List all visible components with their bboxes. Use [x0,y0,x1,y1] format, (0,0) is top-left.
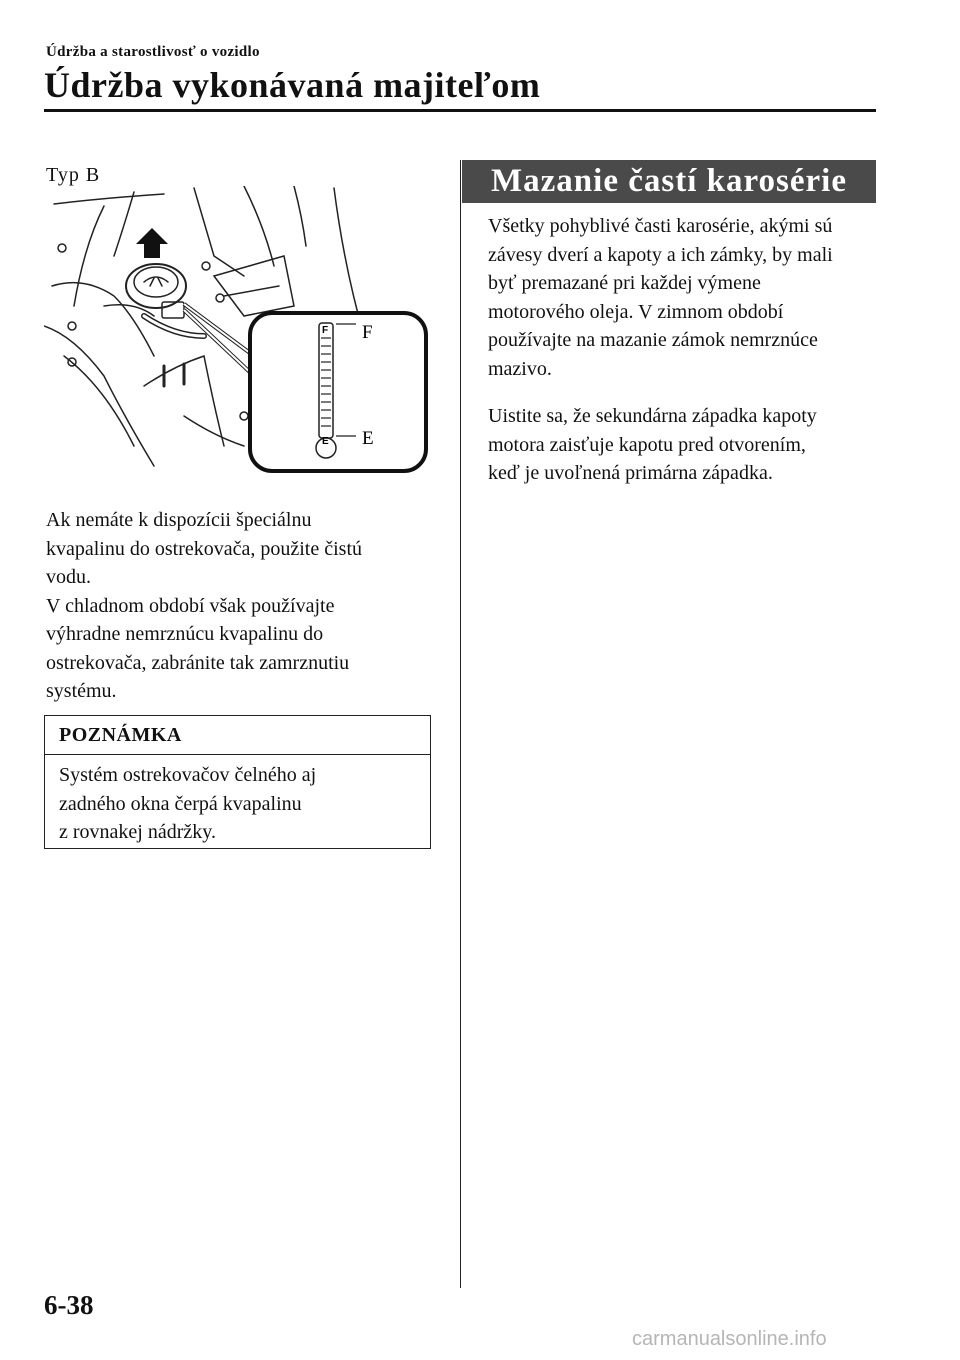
breadcrumb: Údržba a starostlivosť o vozidlo [46,44,260,60]
note-body [45,755,430,847]
note-heading: POZNÁMKA [45,716,430,755]
page-number: 6-38 [44,1290,94,1320]
washer-reservoir-illustration [44,186,432,486]
paragraph-line: systému. [46,680,117,702]
lubrication-paragraph [488,212,878,383]
figure-label: Typ B [46,164,101,186]
paragraph-line: vodu. [46,566,91,588]
column-divider [460,160,461,1288]
paragraph-line: výhradne nemrznúcu kvapalinu do [46,623,324,645]
gauge-label-f: F [362,322,373,343]
arrow-icon [136,228,168,258]
washer-fluid-paragraph [46,506,441,706]
gauge-mark-f: F [322,325,329,336]
paragraph-line: byť premazané pri každej výmene [488,272,761,294]
watermark: carmanualsonline.info [632,1328,827,1350]
gauge-label-e: E [362,428,374,449]
paragraph-line: mazivo. [488,357,552,380]
note-line: z rovnakej nádržky. [59,821,216,843]
hood-latch-paragraph [488,402,878,488]
paragraph-line: Uistite sa, že sekundárna západka kapoty [488,405,817,427]
paragraph-line: kvapalinu do ostrekovača, použite čistú [46,537,363,560]
paragraph-line: keď je uvoľnená primárna západka. [488,462,773,484]
section-heading: Mazanie častí karosérie [462,160,876,203]
paragraph-line: závesy dverí a kapoty a ich zámky, by mali [488,243,833,266]
title-rule [44,109,876,112]
note-box [44,715,431,849]
paragraph-line: ostrekovača, zabránite tak zamrznutiu [46,651,350,674]
note-line: Systém ostrekovačov čelného aj [59,764,317,786]
paragraph-line: používajte na mazanie zámok nemrznúce [488,329,818,351]
note-line: zadného okna čerpá kvapalinu [59,792,302,815]
paragraph-line: V chladnom období však používajte [46,594,335,617]
paragraph-line: Všetky pohyblivé časti karosérie, akými sú [488,215,833,237]
paragraph-line: motora zaisťuje kapotu pred otvorením, [488,433,806,456]
paragraph-line: motorového oleja. V zimnom období [488,300,784,323]
page-title: Údržba vykonávaná majiteľom [44,65,541,105]
paragraph-line: Ak nemáte k dispozícii špeciálnu [46,509,312,531]
gauge-mark-e: E [322,436,329,447]
